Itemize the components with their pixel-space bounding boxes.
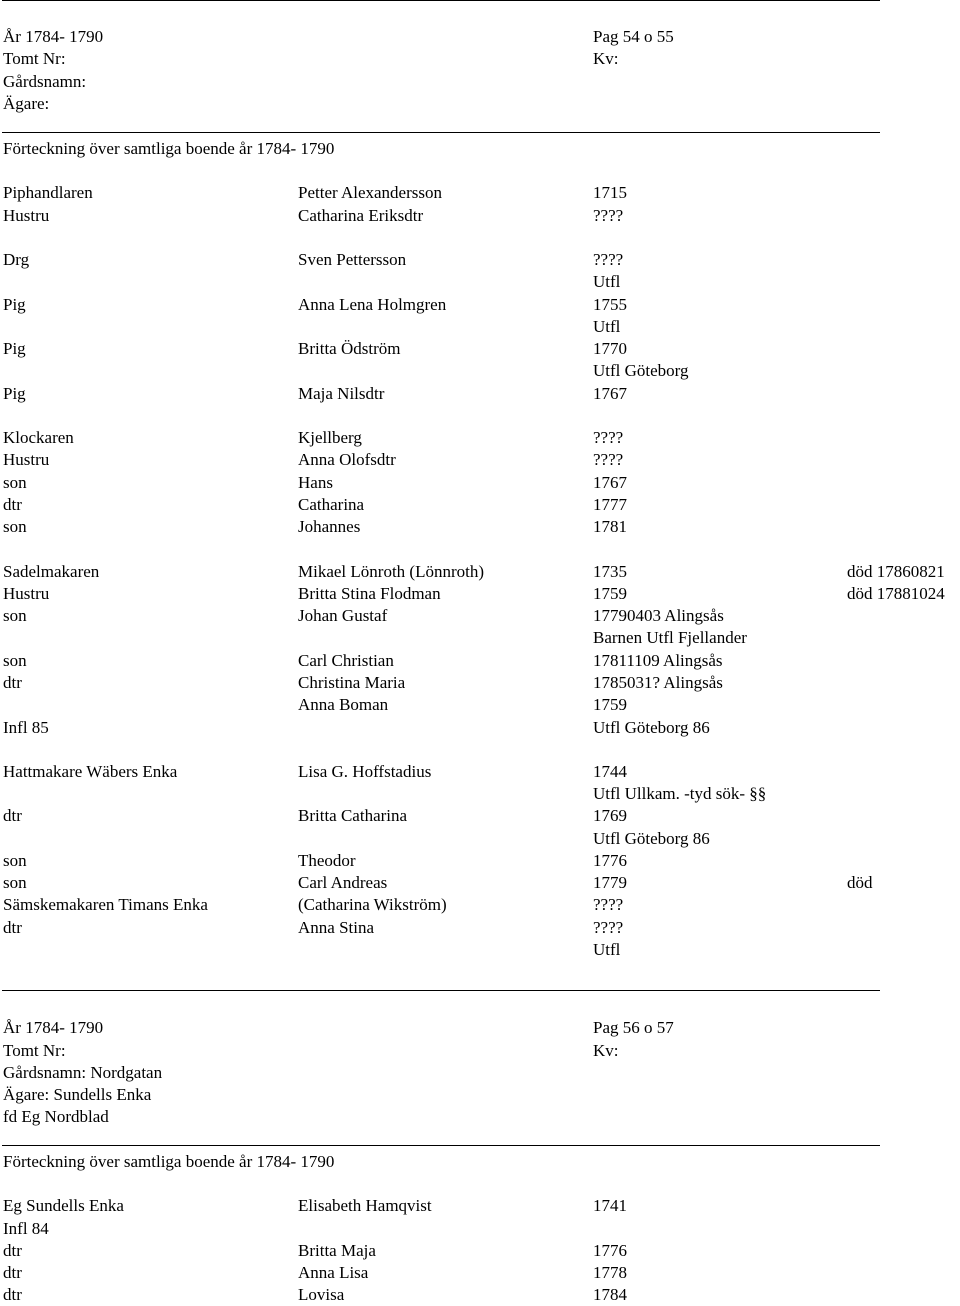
resident-year-note: Utfl: [593, 272, 621, 291]
resident-name: Catharina: [298, 495, 365, 514]
resident-role: Pig: [3, 384, 26, 403]
resident-year-note: ????: [593, 450, 624, 469]
resident-death-note: död 17881024: [847, 584, 945, 603]
resident-name: Catharina Eriksdtr: [298, 206, 424, 225]
resident-year-note: 1715: [593, 183, 627, 202]
gardsnamn-label: Gårdsnamn:: [3, 72, 87, 91]
former-owner-label: fd Eg Nordblad: [3, 1107, 109, 1126]
resident-role: Drg: [3, 250, 30, 269]
resident-year-note: 1767: [593, 473, 627, 492]
resident-name: Britta Stina Flodman: [298, 584, 441, 603]
resident-year-note: 1781: [593, 517, 627, 536]
resident-role: Sadelmakaren: [3, 562, 100, 581]
agare-label: Ägare:: [3, 94, 50, 113]
resident-role: dtr: [3, 806, 22, 825]
resident-death-note: död 17860821: [847, 562, 945, 581]
section-separator-rule: [2, 990, 880, 991]
agare-label: Ägare: Sundells Enka: [3, 1085, 152, 1104]
resident-year-note: ????: [593, 918, 624, 937]
resident-name: Lovisa: [298, 1285, 345, 1304]
page-label: Pag 54 o 55: [593, 27, 674, 46]
resident-year-note: ????: [593, 206, 624, 225]
resident-year-note: 1759: [593, 695, 627, 714]
section-heading: Förteckning över samtliga boende år 1784- 1790: [3, 139, 335, 158]
tomt-label: Tomt Nr:: [3, 49, 66, 68]
resident-name: Maja Nilsdtr: [298, 384, 385, 403]
year-label: År 1784- 1790: [3, 27, 104, 46]
resident-role: dtr: [3, 918, 22, 937]
resident-year-note: 1776: [593, 851, 627, 870]
resident-year-note: 1770: [593, 339, 627, 358]
resident-year-note: 1744: [593, 762, 627, 781]
resident-name: (Catharina Wikström): [298, 895, 447, 914]
resident-year-note: Barnen Utfl Fjellander: [593, 628, 747, 647]
resident-year-note: 1759: [593, 584, 627, 603]
resident-name: Britta Maja: [298, 1241, 376, 1260]
page-label: Pag 56 o 57: [593, 1018, 674, 1037]
resident-year-note: ????: [593, 250, 624, 269]
resident-name: Mikael Lönroth (Lönnroth): [298, 562, 485, 581]
kv-label: Kv:: [593, 49, 619, 68]
resident-year-note: 17811109 Alingsås: [593, 651, 723, 670]
resident-year-note: 1735: [593, 562, 627, 581]
tomt-label: Tomt Nr:: [3, 1041, 66, 1060]
resident-role: son: [3, 851, 27, 870]
resident-name: Kjellberg: [298, 428, 362, 447]
resident-role: son: [3, 651, 27, 670]
resident-name: Britta Catharina: [298, 806, 408, 825]
section-rule: [2, 132, 880, 133]
resident-year-note: 1779: [593, 873, 627, 892]
resident-year-note: 1776: [593, 1241, 627, 1260]
resident-year-note: Utfl: [593, 940, 621, 959]
resident-name: Petter Alexandersson: [298, 183, 442, 202]
resident-year-note: 1767: [593, 384, 627, 403]
resident-year-note: 1769: [593, 806, 627, 825]
resident-name: Theodor: [298, 851, 356, 870]
resident-role: Pig: [3, 339, 26, 358]
resident-name: Anna Stina: [298, 918, 375, 937]
resident-year-note: 1777: [593, 495, 627, 514]
resident-role: son: [3, 606, 27, 625]
resident-year-note: Utfl Ullkam. -tyd sök- §§: [593, 784, 767, 803]
resident-year-note: 1778: [593, 1263, 627, 1282]
resident-role: dtr: [3, 1285, 22, 1304]
resident-name: Anna Olofsdtr: [298, 450, 396, 469]
resident-name: Carl Andreas: [298, 873, 388, 892]
resident-year-note: 1741: [593, 1196, 627, 1215]
resident-year-note: 1755: [593, 295, 627, 314]
resident-role: Hustru: [3, 450, 50, 469]
resident-role: dtr: [3, 1263, 22, 1282]
kv-label: Kv:: [593, 1041, 619, 1060]
resident-year-note: Utfl Göteborg 86: [593, 829, 710, 848]
resident-name: Sven Pettersson: [298, 250, 407, 269]
resident-name: Carl Christian: [298, 651, 394, 670]
resident-name: Anna Boman: [298, 695, 389, 714]
resident-name: Britta Ödström: [298, 339, 401, 358]
resident-year-note: Utfl: [593, 317, 621, 336]
resident-role: son: [3, 873, 27, 892]
resident-year-note: 17790403 Alingsås: [593, 606, 724, 625]
resident-role: Pig: [3, 295, 26, 314]
resident-name: Hans: [298, 473, 333, 492]
resident-role: son: [3, 517, 27, 536]
resident-death-note: död: [847, 873, 873, 892]
resident-year-note: 1785031? Alingsås: [593, 673, 723, 692]
resident-name: Johan Gustaf: [298, 606, 388, 625]
resident-year-note: 1784: [593, 1285, 627, 1304]
resident-year-note: ????: [593, 895, 624, 914]
resident-role: dtr: [3, 673, 22, 692]
resident-name: Johannes: [298, 517, 361, 536]
top-rule: [2, 0, 880, 1]
resident-role: dtr: [3, 495, 22, 514]
resident-role: dtr: [3, 1241, 22, 1260]
resident-name: Elisabeth Hamqvist: [298, 1196, 432, 1215]
resident-name: Christina Maria: [298, 673, 406, 692]
gardsnamn-label: Gårdsnamn: Nordgatan: [3, 1063, 163, 1082]
resident-name: Lisa G. Hoffstadius: [298, 762, 432, 781]
resident-name: Anna Lisa: [298, 1263, 369, 1282]
resident-role: Sämskemakaren Timans Enka: [3, 895, 208, 914]
resident-year-note: Utfl Göteborg: [593, 361, 689, 380]
section-heading: Förteckning över samtliga boende år 1784- 1790: [3, 1152, 335, 1171]
resident-role: Eg Sundells Enka: [3, 1196, 124, 1215]
resident-role: Hattmakare Wäbers Enka: [3, 762, 178, 781]
year-label: År 1784- 1790: [3, 1018, 104, 1037]
resident-role: Hustru: [3, 584, 50, 603]
resident-role: Klockaren: [3, 428, 74, 447]
resident-role: Infl 84: [3, 1219, 49, 1238]
resident-year-note: ????: [593, 428, 624, 447]
resident-role: son: [3, 473, 27, 492]
resident-role: Infl 85: [3, 718, 49, 737]
resident-role: Piphandlaren: [3, 183, 93, 202]
resident-name: Anna Lena Holmgren: [298, 295, 447, 314]
resident-role: Hustru: [3, 206, 50, 225]
resident-year-note: Utfl Göteborg 86: [593, 718, 710, 737]
section-rule: [2, 1145, 880, 1146]
